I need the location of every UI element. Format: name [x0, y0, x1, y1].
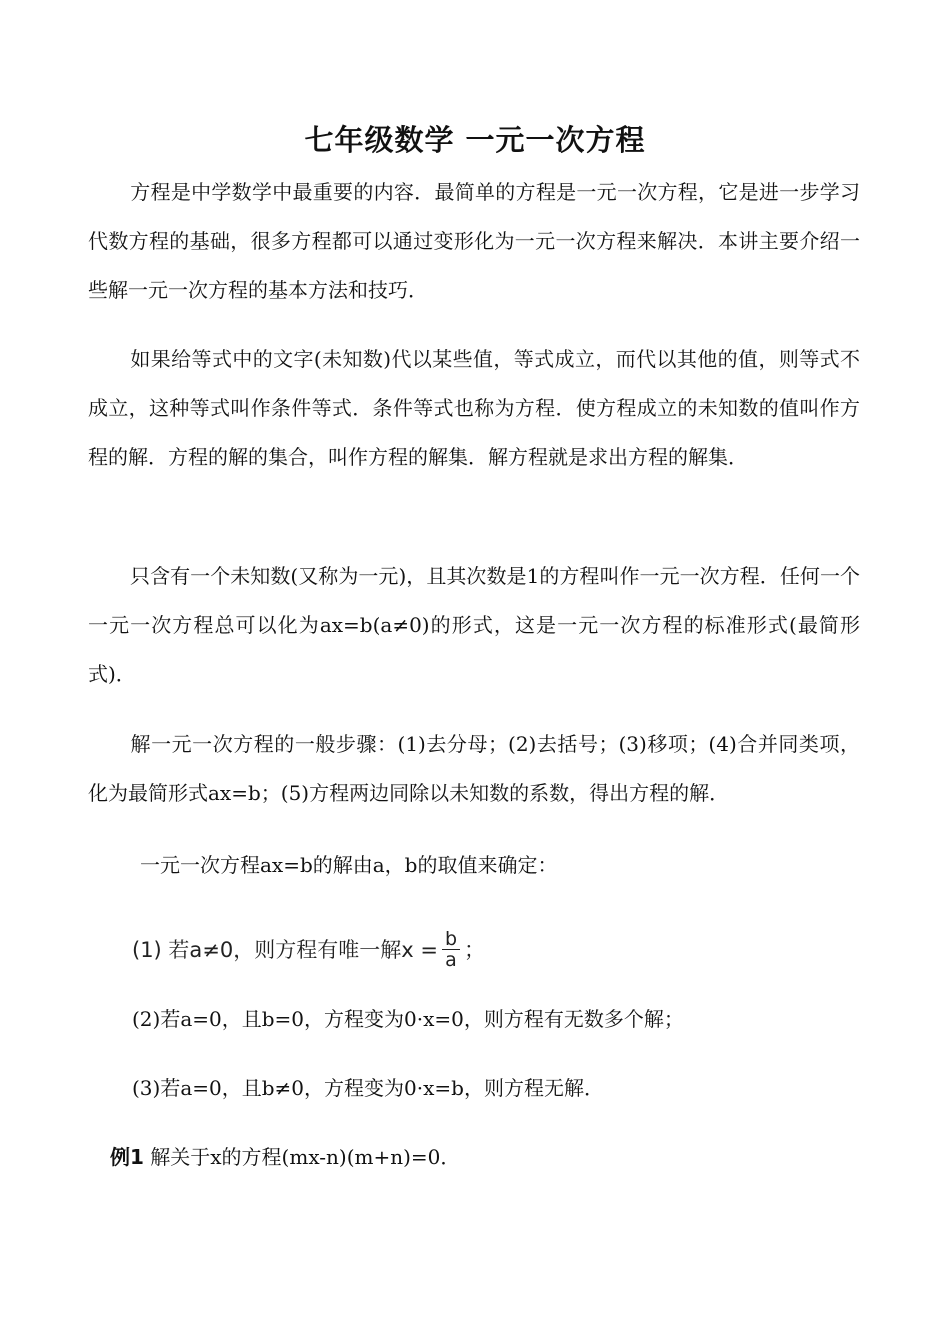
- paragraph-linear-equation-definition: [88, 552, 860, 699]
- paragraph-linear-equation-definition-text: 只含有一个未知数(又称为一元)，且其次数是1的方程叫作一元一次方程．任何一个一元一次方程总可以化为ax=b(a≠0)的形式，这是一元一次方程的标准形式(最简形式)．: [88, 564, 860, 686]
- page-title: 七年级数学 一元一次方程: [304, 123, 646, 157]
- paragraph-solving-steps-text: 解一元一次方程的一般步骤：(1)去分母；(2)去括号；(3)移项；(4)合并同类项，化为最简形式ax=b；(5)方程两边同除以未知数的系数，得出方程的解．: [88, 732, 860, 805]
- case-1-suffix: ；: [464, 938, 486, 962]
- fraction-b-over-a: [442, 929, 460, 970]
- case-3: (3)若a=0，且b≠0，方程变为0·x=b，则方程无解．: [132, 1076, 604, 1100]
- paragraph-intro: [88, 168, 860, 315]
- case-1-text: (1) 若a≠0，则方程有唯一解x =: [132, 938, 438, 962]
- solution-intro-line: 一元一次方程ax=b的解由a，b的取值来确定：: [140, 853, 558, 877]
- paragraph-conditional-equation-text: 如果给等式中的文字(未知数)代以某些值，等式成立，而代以其他的值，则等式不成立，这种等式叫作条件等式．条件等式也称为方程．使方程成立的未知数的值叫作方程的解．方程的解的集合，叫作方程的解集．解方程就是求出方程的解集．: [88, 347, 860, 469]
- example-1: [110, 1142, 460, 1172]
- paragraph-intro-text: 方程是中学数学中最重要的内容．最简单的方程是一元一次方程，它是进一步学习代数方程的基础，很多方程都可以通过变形化为一元一次方程来解决．本讲主要介绍一些解一元一次方程的基本方法和技巧．: [88, 180, 860, 302]
- paragraph-conditional-equation: [88, 335, 860, 482]
- paragraph-solving-steps: [88, 720, 860, 818]
- example-text: 解关于x的方程(mx-n)(m+n)=0．: [143, 1145, 461, 1169]
- example-label: 例1: [110, 1145, 144, 1169]
- fraction-numerator: b: [444, 927, 458, 950]
- fraction-denominator: a: [445, 948, 457, 971]
- case-1: [132, 924, 485, 974]
- case-2: (2)若a=0，且b=0，方程变为0·x=0，则方程有无数多个解；: [132, 1007, 684, 1031]
